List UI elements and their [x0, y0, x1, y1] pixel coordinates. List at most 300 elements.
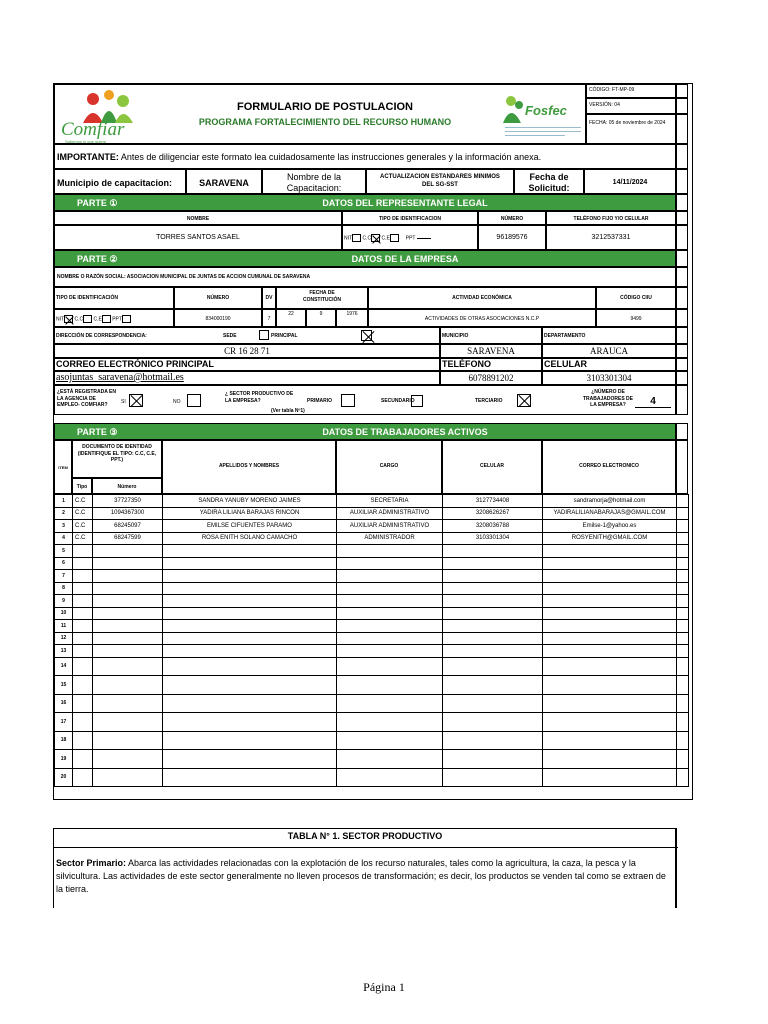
worker-item-cell: 13 [55, 645, 73, 658]
worker-numero-cell[interactable] [93, 676, 163, 695]
tabla1-divider [54, 847, 678, 848]
table-row [55, 657, 689, 676]
fecha-solicitud-value[interactable]: 14/11/2024 [584, 169, 676, 194]
worker-celular-cell[interactable] [443, 713, 543, 732]
departamento-value[interactable]: ARAUCA [542, 344, 676, 358]
worker-celular-cell[interactable] [443, 607, 543, 620]
empty-cell [676, 267, 688, 287]
municipio-label: MUNICIPIO [440, 327, 542, 344]
worker-nombre-cell[interactable] [163, 768, 337, 787]
parte1-title: DATOS DEL REPRESENTANTE LEGAL [322, 198, 488, 208]
worker-cargo-cell[interactable]: AUXILIAR ADMINISTRATIVO [337, 520, 443, 533]
comfiar-logo [59, 89, 149, 144]
col-celular: CELULAR [442, 440, 542, 494]
empty-cell [677, 582, 689, 595]
rep-ce-label: C.E [381, 235, 390, 242]
worker-tipo-cell[interactable] [73, 607, 93, 620]
table-row [55, 694, 689, 713]
emp-cc-checkbox[interactable] [83, 315, 92, 323]
worker-nombre-cell[interactable] [163, 595, 337, 608]
departamento-label: DEPARTAMENTO [542, 327, 676, 344]
worker-celular-cell[interactable]: 3208036788 [443, 520, 543, 533]
worker-cargo-cell[interactable] [337, 582, 443, 595]
worker-nombre-cell[interactable] [163, 632, 337, 645]
worker-tipo-cell[interactable] [73, 620, 93, 633]
empty-cell [676, 84, 688, 98]
worker-correo-cell[interactable] [543, 595, 677, 608]
worker-item-cell: 8 [55, 582, 73, 595]
empty-cell [677, 676, 689, 695]
worker-correo-cell[interactable] [543, 768, 677, 787]
worker-item-cell: 17 [55, 713, 73, 732]
worker-cargo-cell[interactable] [337, 694, 443, 713]
worker-cargo-cell[interactable]: SECRETARIA [337, 495, 443, 508]
worker-item-cell: 3 [55, 520, 73, 533]
table-row [55, 532, 689, 545]
razon-social[interactable]: NOMBRE O RAZÓN SOCIAL: ASOCIACION MUNICIPAL DE JUNTAS DE ACCION CUMUNAL DE SARAVENA [54, 267, 676, 287]
version-cell: VERSIÓN: 04 [586, 98, 676, 114]
table-row [55, 750, 689, 769]
empty-cell [676, 287, 688, 309]
empty-cell [676, 225, 688, 250]
table-row [55, 570, 689, 583]
worker-tipo-cell[interactable] [73, 750, 93, 769]
emp-fecha-anio[interactable]: 1976 [336, 309, 368, 327]
empty-cell [676, 344, 688, 358]
num-trabajadores-value[interactable]: 4 [635, 396, 671, 408]
table-row [55, 620, 689, 633]
table-row [55, 731, 689, 750]
worker-correo-cell[interactable]: YADIRALILIANABARAJAS@GMAIL.COM [543, 507, 677, 520]
worker-celular-cell[interactable] [443, 620, 543, 633]
col-item: ITEM [54, 440, 72, 494]
parte3-label: PARTE ③ [77, 427, 118, 437]
empty-cell [677, 620, 689, 633]
worker-celular-cell[interactable]: 3103301304 [443, 532, 543, 545]
worker-nombre-cell[interactable] [163, 582, 337, 595]
worker-correo-cell[interactable] [543, 731, 677, 750]
agencia-sector-row [54, 385, 676, 415]
worker-cargo-cell[interactable]: ADMINISTRADOR [337, 532, 443, 545]
sector-primario-label: Sector Primario: [56, 858, 127, 868]
worker-numero-cell[interactable] [93, 694, 163, 713]
telefono-label: TELÉFONO [440, 358, 542, 371]
secundario-checkbox[interactable] [411, 395, 423, 407]
worker-correo-cell[interactable] [543, 632, 677, 645]
worker-celular-cell[interactable] [443, 750, 543, 769]
worker-celular-cell[interactable] [443, 694, 543, 713]
empty-cell [676, 144, 688, 169]
empty-cell [677, 645, 689, 658]
worker-celular-cell[interactable] [443, 632, 543, 645]
municipio-capacitacion-label: Municipio de capacitacion: [54, 169, 186, 194]
rep-cc-label: C.C [362, 235, 372, 242]
worker-numero-cell[interactable] [93, 632, 163, 645]
emp-dv-value[interactable]: 7 [262, 309, 276, 327]
emp-col-ciiu: CÓDIGO CIIU [596, 287, 676, 309]
rep-numero-value[interactable]: 96189576 [478, 225, 546, 250]
worker-numero-cell[interactable] [93, 768, 163, 787]
sede-label: SEDE [223, 333, 237, 339]
empty-cell [677, 532, 689, 545]
num-trabajadores-question: ¿NÚMERO DE TRABAJADORES DE LA EMPRESA? [583, 389, 634, 408]
worker-correo-cell[interactable]: sandramorja@hotmail.com [543, 495, 677, 508]
worker-cargo-cell[interactable] [337, 731, 443, 750]
worker-numero-cell[interactable] [93, 731, 163, 750]
table-row [55, 632, 689, 645]
empty-cell [676, 114, 688, 144]
fosfec-logo-text: Fosfec [525, 103, 567, 118]
worker-item-cell: 7 [55, 570, 73, 583]
agencia-no-checkbox[interactable] [187, 394, 201, 407]
worker-item-cell: 1 [55, 495, 73, 508]
worker-tipo-cell[interactable] [73, 545, 93, 558]
emp-fecha-dia[interactable]: 22 [276, 309, 306, 327]
ver-tabla-note: (Ver tabla Nº1) [271, 408, 305, 414]
emp-actividad-value[interactable]: ACTIVIDADES DE OTRAS ASOCIACIONES N.C.P [368, 309, 596, 327]
worker-cargo-cell[interactable] [337, 632, 443, 645]
worker-correo-cell[interactable] [543, 645, 677, 658]
table-row [55, 582, 689, 595]
fosfec-fineprint-line [505, 127, 581, 128]
worker-item-cell: 12 [55, 632, 73, 645]
empty-cell [677, 545, 689, 558]
col-tipo: Tipo [72, 478, 92, 494]
empty-cell [677, 570, 689, 583]
worker-tipo-cell[interactable]: C.C [73, 532, 93, 545]
terciario-label: TERCIARIO [475, 398, 503, 404]
form-title: FORMULARIO DE POSTULACION [237, 101, 413, 113]
direccion-row [54, 327, 440, 344]
parte2-header [54, 250, 676, 267]
sector-question: ¿ SECTOR PRODUCTIVO DE LA EMPRESA? [225, 391, 294, 404]
col-numero: Número [92, 478, 162, 494]
empty-cell [676, 194, 688, 211]
parte2-label: PARTE ② [77, 254, 118, 264]
worker-nombre-cell[interactable] [163, 731, 337, 750]
correo-value[interactable]: asojuntas_saravena@hotmail.es [54, 371, 440, 385]
worker-nombre-cell[interactable]: ROSA ENITH SOLANO CAMACHO [163, 532, 337, 545]
worker-numero-cell[interactable]: 68245097 [93, 520, 163, 533]
rep-col-telefono: TELÉFONO FIJO Y/O CELULAR [546, 211, 676, 225]
empty-cell [677, 507, 689, 520]
worker-correo-cell[interactable] [543, 676, 677, 695]
fosfec-fineprint-line [505, 131, 581, 132]
comfiar-logo-text: Comfiar [61, 119, 125, 140]
rep-ppt-label: PPT [405, 235, 416, 242]
worker-item-cell: 6 [55, 557, 73, 570]
empty-cell [677, 750, 689, 769]
worker-celular-cell[interactable] [443, 657, 543, 676]
worker-numero-cell[interactable] [93, 582, 163, 595]
emp-col-tipo: TIPO DE IDENTIFICACIÓN [54, 287, 174, 309]
worker-cargo-cell[interactable] [337, 607, 443, 620]
worker-tipo-cell[interactable] [73, 557, 93, 570]
postulation-form [53, 83, 693, 800]
tabla1-right-border [675, 828, 677, 908]
worker-numero-cell[interactable] [93, 657, 163, 676]
worker-cargo-cell[interactable]: AUXILIAR ADMINISTRATIVO [337, 507, 443, 520]
worker-nombre-cell[interactable] [163, 620, 337, 633]
worker-celular-cell[interactable] [443, 582, 543, 595]
worker-item-cell: 4 [55, 532, 73, 545]
worker-celular-cell[interactable] [443, 768, 543, 787]
parte1-label: PARTE ① [77, 198, 118, 208]
comfiar-tagline: Sabemos lo que quiere [65, 139, 107, 144]
empty-cell [676, 169, 688, 194]
worker-numero-cell[interactable]: 68247599 [93, 532, 163, 545]
worker-nombre-cell[interactable]: SANDRA YANUBY MORENO JAIMES [163, 495, 337, 508]
worker-nombre-cell[interactable] [163, 676, 337, 695]
worker-cargo-cell[interactable] [337, 545, 443, 558]
rep-ppt-line[interactable] [417, 238, 431, 239]
empty-cell [677, 595, 689, 608]
fosfec-logo [501, 91, 585, 141]
worker-numero-cell[interactable] [93, 607, 163, 620]
worker-cargo-cell[interactable] [337, 713, 443, 732]
worker-nombre-cell[interactable] [163, 607, 337, 620]
workers-table [54, 494, 689, 787]
parte1-header [54, 194, 676, 211]
worker-correo-cell[interactable] [543, 657, 677, 676]
terciario-checkbox[interactable] [517, 394, 531, 407]
col-documento: DOCUMENTO DE IDENTIDAD (IDENTIFIQUE EL TIPO: C.C, C.E, PPT.) [72, 440, 162, 478]
worker-nombre-cell[interactable] [163, 713, 337, 732]
worker-numero-cell[interactable]: 1094367300 [93, 507, 163, 520]
worker-cargo-cell[interactable] [337, 657, 443, 676]
rep-ce-checkbox[interactable] [390, 234, 399, 242]
worker-nombre-cell[interactable]: YADIRA LILIANA BARAJAS RINCON [163, 507, 337, 520]
worker-celular-cell[interactable] [443, 545, 543, 558]
emp-cc-label: C.C [74, 316, 84, 323]
worker-celular-cell[interactable]: 3127734408 [443, 495, 543, 508]
worker-celular-cell[interactable] [443, 595, 543, 608]
agencia-si-label: SI [121, 399, 126, 405]
emp-tipo-id [54, 309, 174, 327]
worker-celular-cell[interactable]: 3208626267 [443, 507, 543, 520]
principal-label: PRINCIPAL [271, 333, 298, 339]
worker-nombre-cell[interactable]: EMILSE CIFUENTES PARAMO [163, 520, 337, 533]
worker-numero-cell[interactable] [93, 713, 163, 732]
table-row [55, 507, 689, 520]
celular-value[interactable]: 3103301304 [542, 371, 676, 385]
worker-celular-cell[interactable] [443, 645, 543, 658]
worker-numero-cell[interactable] [93, 545, 163, 558]
empty-cell [677, 731, 689, 750]
worker-cargo-cell[interactable] [337, 557, 443, 570]
worker-cargo-cell[interactable] [337, 645, 443, 658]
agencia-no-label: NO [173, 399, 181, 405]
empty-cell [677, 713, 689, 732]
emp-fecha-mes[interactable]: 9 [306, 309, 336, 327]
worker-nombre-cell[interactable] [163, 750, 337, 769]
worker-tipo-cell[interactable]: C.C [73, 495, 93, 508]
primario-label: PRIMARIO [307, 398, 332, 404]
worker-item-cell: 11 [55, 620, 73, 633]
emp-ciiu-value[interactable]: 9499 [596, 309, 676, 327]
worker-numero-cell[interactable] [93, 570, 163, 583]
table-row [55, 607, 689, 620]
empty-cell [677, 557, 689, 570]
agencia-question: ¿ESTÁ REGISTRADA EN LA AGENCIA DE EMPLEO- COMFIAR? [57, 389, 116, 408]
rep-col-nombre: NOMBRE [54, 211, 342, 225]
worker-correo-cell[interactable] [543, 570, 677, 583]
table-row [55, 595, 689, 608]
worker-item-cell: 14 [55, 657, 73, 676]
empty-cell [677, 694, 689, 713]
worker-item-cell: 20 [55, 768, 73, 787]
worker-tipo-cell[interactable]: C.C [73, 520, 93, 533]
primario-checkbox[interactable] [341, 394, 355, 407]
emp-numero-value[interactable]: 834000190 [174, 309, 262, 327]
sede-checkbox[interactable] [259, 330, 269, 340]
worker-correo-cell[interactable] [543, 557, 677, 570]
worker-correo-cell[interactable] [543, 582, 677, 595]
empty-cell [677, 657, 689, 676]
rep-telefono-value[interactable]: 3212537331 [546, 225, 676, 250]
worker-cargo-cell[interactable] [337, 676, 443, 695]
emp-nit-checkbox[interactable] [64, 315, 73, 323]
municipio-capacitacion-value[interactable]: SARAVENA [186, 169, 262, 194]
worker-nombre-cell[interactable] [163, 694, 337, 713]
worker-tipo-cell[interactable] [73, 570, 93, 583]
tabla1-body [56, 857, 671, 896]
empty-cell [676, 250, 688, 267]
worker-tipo-cell[interactable] [73, 694, 93, 713]
parte3-header [54, 423, 676, 440]
correo-label: CORREO ELECTRÓNICO PRINCIPAL [54, 358, 440, 371]
worker-item-cell: 19 [55, 750, 73, 769]
tabla1-title: TABLA N° 1. SECTOR PRODUCTIVO [287, 831, 443, 841]
table-row [55, 713, 689, 732]
emp-col-numero: NÚMERO [174, 287, 262, 309]
worker-tipo-cell[interactable] [73, 713, 93, 732]
empty-cell [676, 211, 688, 225]
worker-item-cell: 10 [55, 607, 73, 620]
worker-nombre-cell[interactable] [163, 657, 337, 676]
table-row [55, 520, 689, 533]
worker-correo-cell[interactable] [543, 694, 677, 713]
col-correo: CORREO ELECTRONICO [542, 440, 676, 494]
worker-tipo-cell[interactable] [73, 645, 93, 658]
worker-correo-cell[interactable]: Emilse-1@yahoo.es [543, 520, 677, 533]
table-row [55, 768, 689, 787]
worker-tipo-cell[interactable] [73, 657, 93, 676]
worker-tipo-cell[interactable] [73, 731, 93, 750]
worker-item-cell: 2 [55, 507, 73, 520]
telefono-value[interactable]: 6078891202 [440, 371, 542, 385]
worker-item-cell: 9 [55, 595, 73, 608]
municipio-value[interactable]: SARAVENA [440, 344, 542, 358]
worker-cargo-cell[interactable] [337, 570, 443, 583]
worker-cargo-cell[interactable] [337, 620, 443, 633]
worker-numero-cell[interactable] [93, 620, 163, 633]
parte2-title: DATOS DE LA EMPRESA [351, 254, 459, 264]
worker-numero-cell[interactable] [93, 557, 163, 570]
worker-celular-cell[interactable] [443, 676, 543, 695]
col-cargo: CARGO [336, 440, 442, 494]
worker-tipo-cell[interactable] [73, 768, 93, 787]
emp-ppt-checkbox[interactable] [122, 315, 131, 323]
direccion-value[interactable]: CR 16 28 71 [54, 344, 440, 358]
worker-tipo-cell[interactable] [73, 676, 93, 695]
worker-numero-cell[interactable] [93, 750, 163, 769]
page-number: Página 1 [363, 980, 405, 994]
fosfec-figure-icon [501, 95, 527, 123]
secundario-label: SECUNDARIO [381, 398, 415, 404]
tabla-sector-productivo [53, 828, 677, 908]
worker-cargo-cell[interactable] [337, 768, 443, 787]
important-text: Antes de diligenciar este formato lea cuidadosamente las instrucciones generales y la información anexa. [120, 152, 542, 162]
worker-celular-cell[interactable] [443, 731, 543, 750]
emp-ce-checkbox[interactable] [102, 315, 111, 323]
rep-nit-label: NIT [344, 235, 353, 242]
rep-cc-checkbox[interactable] [371, 234, 380, 242]
direccion-label: DIRECCIÓN DE CORRESPONDENCIA: [56, 333, 147, 339]
emp-ce-label: C.E [93, 316, 102, 323]
worker-nombre-cell[interactable] [163, 557, 337, 570]
table-row [55, 676, 689, 695]
worker-correo-cell[interactable] [543, 620, 677, 633]
rep-col-tipo: TIPO DE IDENTIFICACION [342, 211, 478, 225]
worker-correo-cell[interactable] [543, 750, 677, 769]
parte3-title: DATOS DE TRABAJADORES ACTIVOS [322, 427, 488, 437]
rep-col-numero: NÚMERO [478, 211, 546, 225]
worker-cargo-cell[interactable] [337, 595, 443, 608]
worker-correo-cell[interactable] [543, 545, 677, 558]
celular-label: CELULAR [542, 358, 676, 371]
worker-cargo-cell[interactable] [337, 750, 443, 769]
worker-correo-cell[interactable]: ROSYENITH@GMAIL.COM [543, 532, 677, 545]
rep-nombre-value[interactable]: TORRES SANTOS ASAEL [54, 225, 342, 250]
worker-celular-cell[interactable] [443, 557, 543, 570]
codigo-cell: CÓDIGO: FT-MP-09 [586, 84, 676, 98]
worker-correo-cell[interactable] [543, 713, 677, 732]
table-row [55, 557, 689, 570]
empty-cell [677, 495, 689, 508]
worker-numero-cell[interactable]: 37727350 [93, 495, 163, 508]
rep-nit-checkbox[interactable] [352, 234, 361, 242]
worker-nombre-cell[interactable] [163, 645, 337, 658]
sector-primario-text: Abarca las actividades relacionadas con la explotación de los recurso naturales, tales como la agricultura, la caza, la pesca y la silvicultura. Las actividades de este sector generalmente no lleven procesos de transformación; es decir, los productos se venden tal como se extraen de la tierra. [56, 858, 666, 895]
empty-cell [677, 632, 689, 645]
worker-tipo-cell[interactable] [73, 582, 93, 595]
worker-tipo-cell[interactable] [73, 595, 93, 608]
worker-nombre-cell[interactable] [163, 545, 337, 558]
worker-item-cell: 18 [55, 731, 73, 750]
form-subtitle: PROGRAMA FORTALECIMIENTO DEL RECURSO HUMANO [198, 117, 452, 127]
worker-numero-cell[interactable] [93, 595, 163, 608]
empty-cell [676, 327, 688, 344]
emp-ppt-label: PPT [112, 316, 122, 323]
worker-tipo-cell[interactable] [73, 632, 93, 645]
worker-item-cell: 16 [55, 694, 73, 713]
table-row [55, 545, 689, 558]
worker-numero-cell[interactable] [93, 645, 163, 658]
agencia-si-checkbox[interactable] [129, 394, 143, 407]
empty-cell [676, 371, 688, 385]
table-row [55, 645, 689, 658]
principal-checkbox[interactable] [361, 330, 372, 341]
empty-cell [676, 423, 688, 440]
nombre-capacitacion-value[interactable]: ACTUALIZACION ESTANDARES MINIMOS DEL SG-SST [366, 169, 514, 194]
empty-cell [676, 440, 688, 494]
worker-tipo-cell[interactable]: C.C [73, 507, 93, 520]
worker-correo-cell[interactable] [543, 607, 677, 620]
worker-nombre-cell[interactable] [163, 570, 337, 583]
worker-celular-cell[interactable] [443, 570, 543, 583]
important-label: IMPORTANTE: [57, 152, 119, 162]
